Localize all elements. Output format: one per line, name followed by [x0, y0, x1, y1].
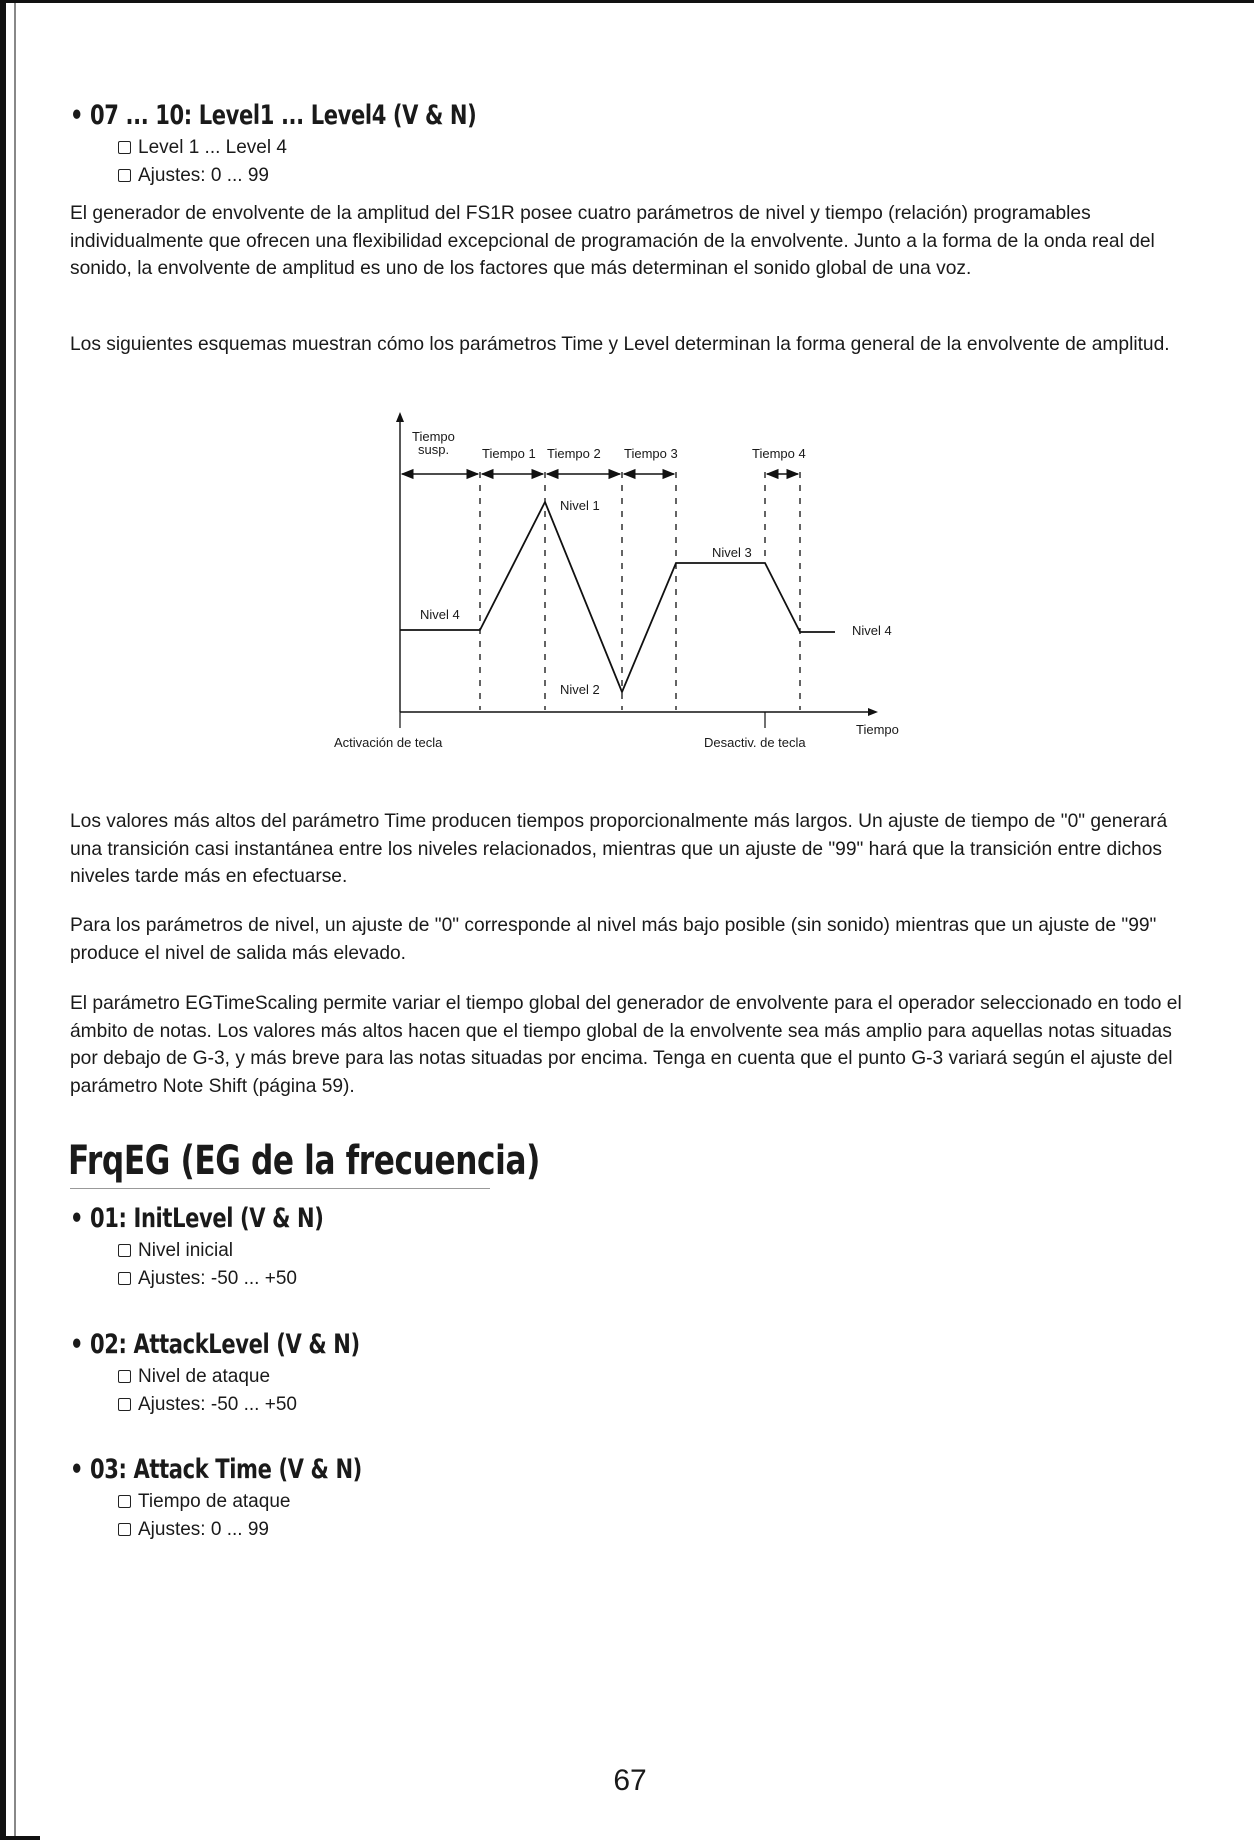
level-axis-arrow [396, 412, 404, 422]
label-key-off: Desactiv. de tecla [704, 735, 806, 750]
checkbox-icon [118, 1398, 131, 1411]
level-paragraph-3: Los valores más altos del parámetro Time producen tiempos proporcionalmente más largos. Un ajuste de tiempo de "0" generará una transición casi instantánea entre los niveles relacionados, mientras que un ajuste de "99" hará que la transición entre dichos niveles tarde más en efectuarse. [70, 811, 1168, 887]
attacklevel-heading: • 02: AttackLevel (V & N) [70, 1329, 360, 1360]
attacklevel-item-2: Ajustes: -50 ... +50 [118, 1391, 297, 1419]
envelope-svg [300, 410, 940, 760]
level-paragraph-4: Para los parámetros de nivel, un ajuste de "0" corresponde al nivel más bajo posible (sin sonido) mientras que un ajuste de "99" produce el nivel de salida más elevado. [70, 915, 1157, 964]
frqeg-title-rule [70, 1188, 490, 1189]
checkbox-icon [118, 1244, 131, 1257]
checkbox-icon [118, 1523, 131, 1536]
level-item-1: Level 1 ... Level 4 [118, 134, 287, 162]
label-level-1: Nivel 1 [560, 498, 600, 513]
attacktime-item-2: Ajustes: 0 ... 99 [118, 1516, 269, 1544]
checkbox-icon [118, 1370, 131, 1383]
checkbox-icon [118, 1272, 131, 1285]
label-time-3: Tiempo 3 [624, 446, 678, 461]
label-level-4-right: Nivel 4 [852, 623, 892, 638]
label-level-4-left: Nivel 4 [420, 607, 460, 622]
initlevel-heading: • 01: InitLevel (V & N) [70, 1203, 324, 1234]
label-key-on: Activación de tecla [334, 735, 443, 750]
envelope-curve [400, 502, 835, 692]
label-time-axis: Tiempo [856, 722, 899, 737]
binding-edge [0, 0, 6, 1840]
initlevel-item-2: Ajustes: -50 ... +50 [118, 1265, 297, 1293]
label-time-1: Tiempo 1 [482, 446, 536, 461]
level-paragraph-2: Los siguientes esquemas muestran cómo los parámetros Time y Level determinan la forma general de la envolvente de amplitud. [70, 334, 1170, 355]
frqeg-title: FrqEG (EG de la frecuencia) [68, 1138, 541, 1184]
time-axis-arrow [868, 708, 878, 716]
envelope-diagram [300, 410, 940, 760]
top-border [6, 0, 1254, 3]
label-time-4: Tiempo 4 [752, 446, 806, 461]
level-paragraph-5: El parámetro EGTimeScaling permite variar el tiempo global del generador de envolvente para el operador seleccionado en todo el ámbito de notas. Los valores más altos hacen que el tiempo global de la envolvente sea más amplio para aquellas notas situadas por debajo de G-3, y más breve para las notas situadas por encima. Tenga en cuenta que el punto G-3 variará según el ajuste del parámetro Note Shift (página 59). [70, 993, 1182, 1097]
checkbox-icon [118, 1495, 131, 1508]
attacktime-item-1: Tiempo de ataque [118, 1488, 290, 1516]
initlevel-item-1: Nivel inicial [118, 1237, 233, 1265]
label-sustain-time: Tiempo susp. [412, 429, 455, 457]
attacklevel-item-1: Nivel de ataque [118, 1363, 270, 1391]
level-heading: • 07 ... 10: Level1 ... Level4 (V & N) [70, 100, 477, 131]
checkbox-icon [118, 169, 131, 182]
page-number: 67 [613, 1764, 647, 1797]
level-paragraph-1: El generador de envolvente de la amplitud del FS1R posee cuatro parámetros de nivel y tiempo (relación) programables individualmente que ofrecen una flexibilidad excepcional de programación de la envolvente. Junto a la forma de la onda real del sonido, la envolvente de amplitud es uno de los factores que más determinan el sonido global de una voz. [70, 203, 1155, 279]
label-time-2: Tiempo 2 [547, 446, 601, 461]
guide-lines [480, 472, 800, 710]
level-item-2: Ajustes: 0 ... 99 [118, 162, 269, 190]
attacktime-heading: • 03: Attack Time (V & N) [70, 1454, 362, 1485]
bottom-mark [0, 1836, 40, 1840]
binding-edge-inner [14, 0, 16, 1840]
checkbox-icon [118, 141, 131, 154]
label-level-2: Nivel 2 [560, 682, 600, 697]
label-level-3: Nivel 3 [712, 545, 752, 560]
